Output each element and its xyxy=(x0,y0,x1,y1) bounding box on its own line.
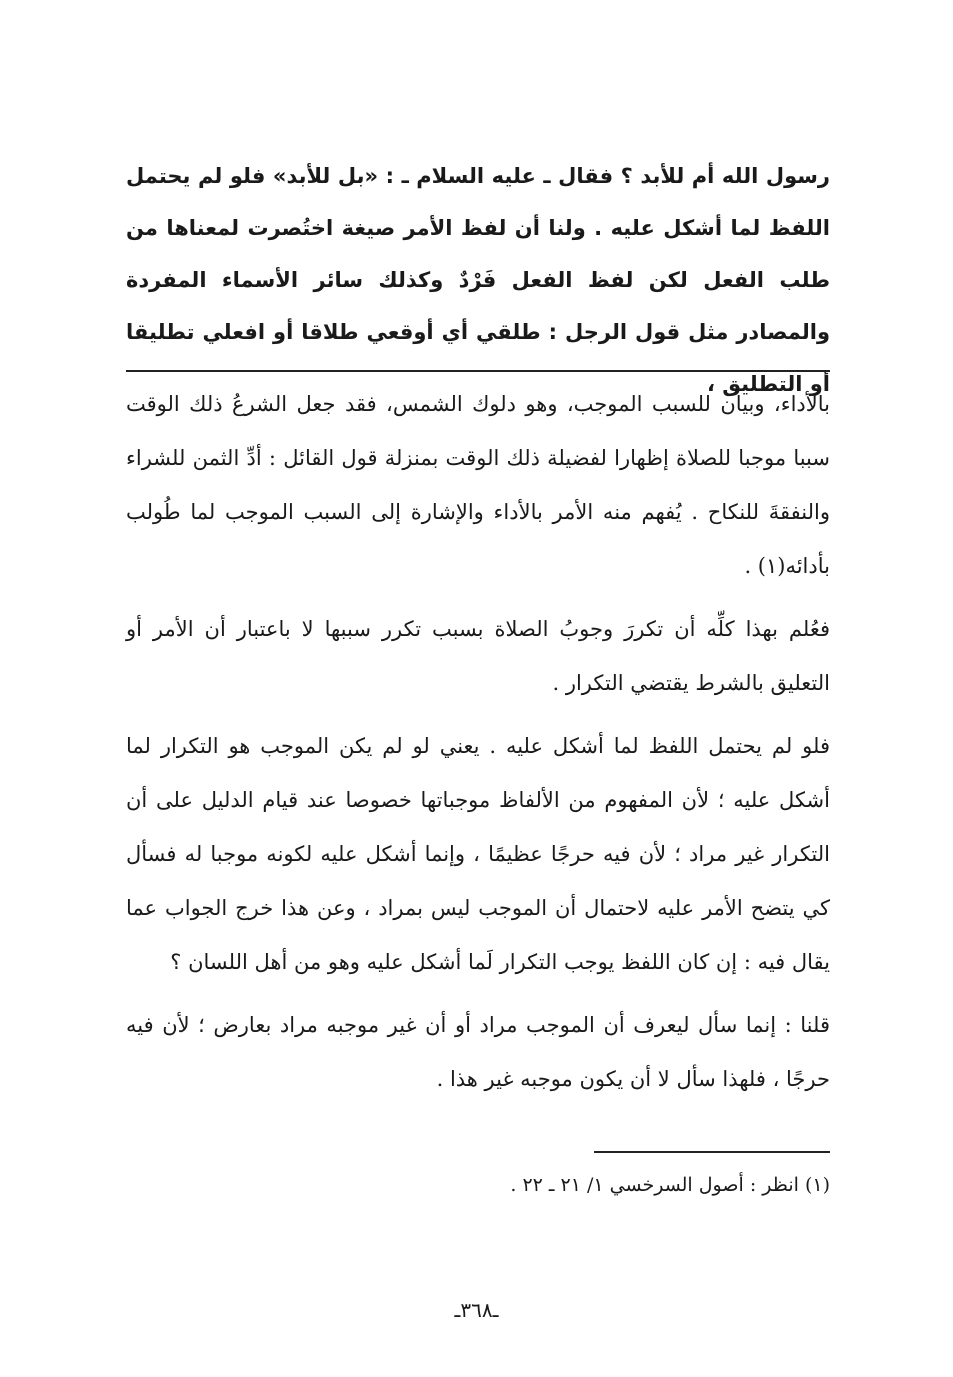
page-number: ـ٣٦٨ـ xyxy=(454,1298,499,1322)
separator-line xyxy=(126,370,830,372)
commentary-paragraph-2: فعُلم بهذا كلِّه أن تكررَ وجوبُ الصلاة بسبب تكرر سببها لا باعتبار أن الأمر أو التعليق بالشرط يقتضي التكرار . xyxy=(126,617,830,695)
page-number-container xyxy=(0,1290,953,1330)
main-text-paragraph: رسول الله أم للأبد ؟ فقال ـ عليه السلام ـ : «بل للأبد» فلو لم يحتمل اللفظ لما أشكل عليه . ولنا أن لفظ الأمر صيغة اختُصرت لمعناها من طلب الفعل لكن لفظ الفعل فَرْدٌ وكذلك سائر الأسماء المفردة والمصادر مثل قول الرجل : طلقي أي أوقعي طلاقا أو افعلي تطليقا أو التطليق ، xyxy=(126,164,830,396)
footnote: (١) انظر : أصول السرخسي ١/ ٢١ ـ ٢٢ . xyxy=(510,1174,830,1196)
commentary-block xyxy=(126,377,830,1115)
footnote-separator xyxy=(594,1151,830,1153)
commentary-paragraph-4: قلنا : إنما سأل ليعرف أن الموجب مراد أو أن غير موجبه مراد بعارض ؛ لأن فيه حرجًا ، فلهذا سأل لا أن يكون موجبه غير هذا . xyxy=(126,1013,830,1091)
commentary-paragraph-1: بالأداء، وبيان للسبب الموجب، وهو دلوك الشمس، فقد جعل الشرعُ ذلك الوقت سببا موجبا للصلاة إظهارا لفضيلة ذلك الوقت بمنزلة قول القائل : أدِّ الثمن للشراء والنفقةَ للنكاح . يُفهم منه الأمر بالأداء والإشارة إلى السبب الموجب لما طُولب بأدائه(١) . xyxy=(126,392,830,578)
commentary-paragraph-3: فلو لم يحتمل اللفظ لما أشكل عليه . يعني لو لم يكن الموجب هو التكرار لما أشكل عليه ؛ لأن المفهوم من الألفاظ موجباتها خصوصا عند قيام الدليل على أن التكرار غير مراد ؛ لأن فيه حرجًا عظيمًا ، وإنما أشكل عليه لكونه موجبا له فسأل كي يتضح الأمر عليه لاحتمال أن الموجب ليس بمراد ، وعن هذا خرج الجواب عما يقال فيه : إن كان اللفظ يوجب التكرار لَما أشكل عليه وهو من أهل اللسان ؟ xyxy=(126,734,830,974)
